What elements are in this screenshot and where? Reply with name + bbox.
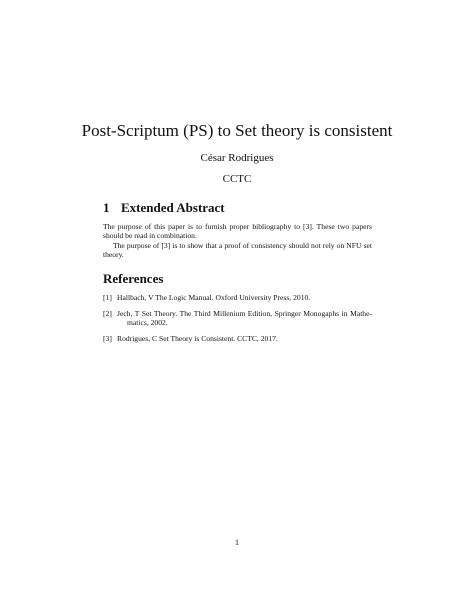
abstract-paragraph-1: The purpose of this paper is to furnish proper bibliography to [3]. These two papers should be read in combination.: [103, 222, 372, 241]
section-title: Extended Abstract: [121, 200, 225, 215]
reference-text: Hallbach, V The Logic Manual. Oxford University Press, 2010.: [117, 293, 311, 302]
paper-affiliation: CCTC: [222, 173, 252, 185]
references-heading: References: [103, 271, 164, 286]
reference-label: [3]: [103, 334, 112, 343]
reference-label: [1]: [103, 293, 112, 302]
abstract-paragraph-2: The purpose of [3] is to show that a proof of consistency should not rely on NFU set theory.: [103, 241, 372, 260]
section-heading: [103, 200, 225, 216]
reference-item: [103, 293, 372, 302]
page-number: 1: [235, 538, 239, 547]
section-number: 1: [103, 200, 110, 215]
reference-text: Jech, T Set Theory. The Third Millenium Edition, Springer Monogaphs in Mathematics, 2002.: [117, 309, 372, 328]
paper-title: Post-Scriptum (PS) to Set theory is consistent: [81, 121, 393, 140]
reference-text: Rodrigues, C Set Theory is Consistent. CCTC, 2017.: [117, 334, 278, 343]
reference-item: [103, 334, 372, 343]
reference-item: [103, 309, 372, 328]
paper-author: César Rodrigues: [200, 152, 274, 164]
reference-label: [2]: [103, 309, 112, 318]
